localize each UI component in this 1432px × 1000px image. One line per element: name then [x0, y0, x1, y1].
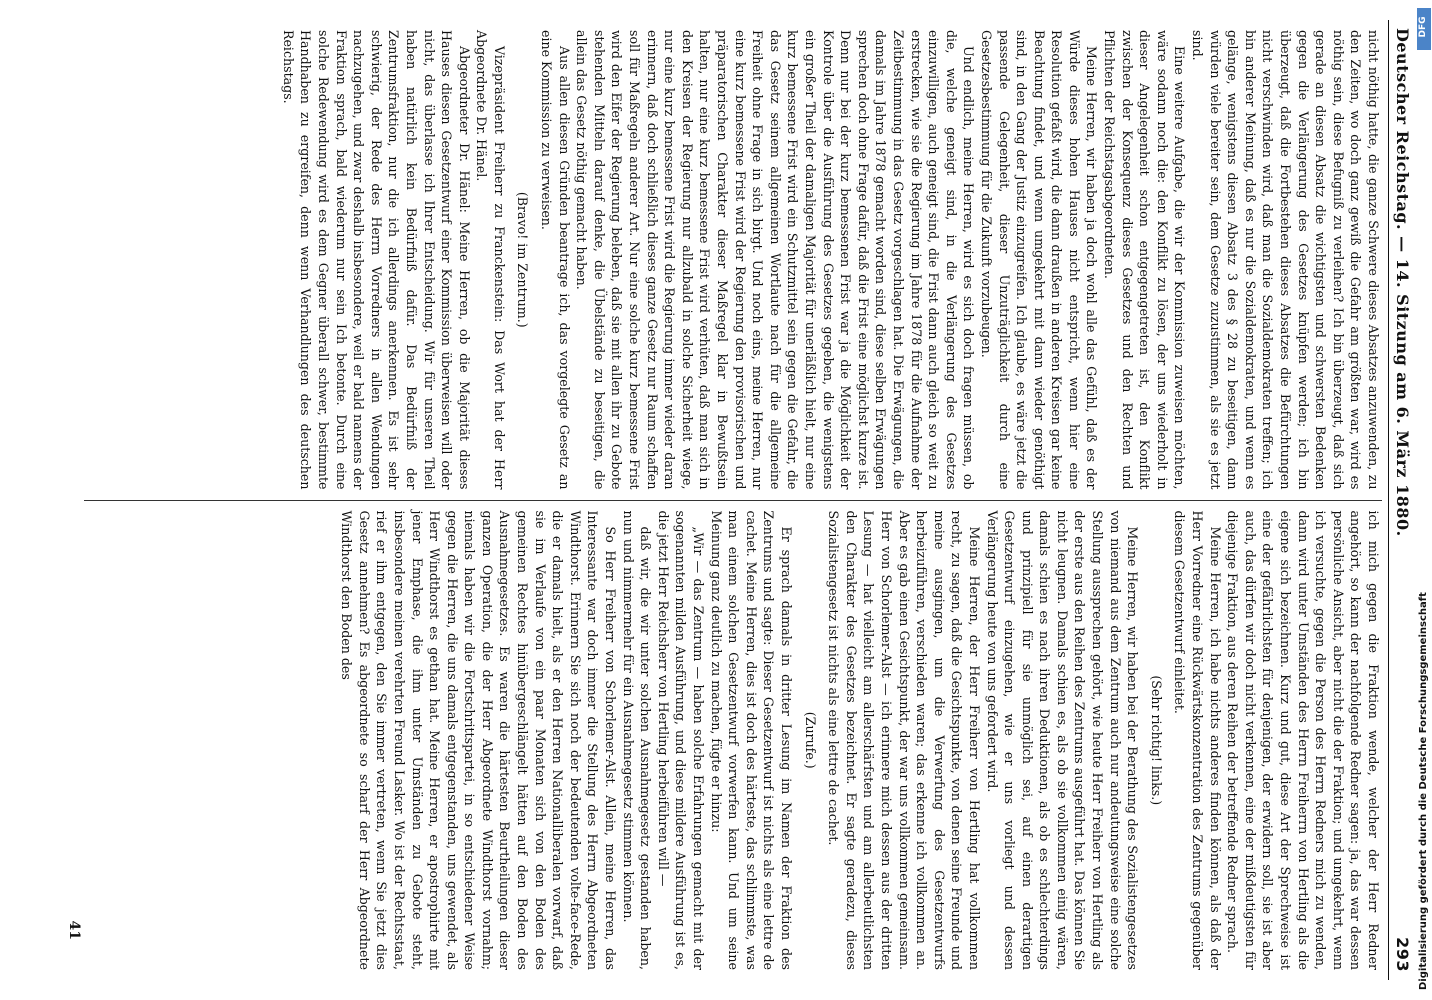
paragraph: Vizepräsident Freiherr zu Franckenstein: Das Wort hat der Herr Abgeordnete Dr. Hänel.: [474, 30, 507, 490]
paragraph: Aus allen diesen Gründen beantrage ich, das vorgelegte Gesetz an eine Kommission zu verweisen.: [539, 30, 572, 490]
paragraph: ich mich gegen die Fraktion wende, welcher der Herr Redner angehört, so kann der nachfolgende Redner sagen: ja, das war dessen persönliche Ansicht, aber nicht die der Fraktion; und umgekehrt, wenn ich versuchte, gegen die Person des Herrn Redners mich zu wenden, dann wird unter Umständen des Herrn Freiherrn von Hertling als die eigene sich bezeichnen. Kurz und gut, diese Art der Sprechweise ist eine der gefährlichsten für denjenigen, der erwidern soll, sie ist aber auch, das dürfen wir doch nicht verkennen, eine der mißdeutigsten für diejenige Fraktion, aus deren Reihen der betreffende Redner sprach.: [1225, 510, 1381, 970]
header-title: Deutscher Reichstag. — 14. Sitzung am 6. März 1880.: [1393, 28, 1412, 537]
text-columns: [84, 20, 1382, 980]
paragraph: (Bravo! im Zentrum.): [515, 191, 531, 328]
paragraph: Meine Herren, der Herr Freiherr von Hertling hat vollkommen recht, zu sagen, daß die Gesichtspunkte, von denen seine Freunde und meine ausgingen, um die Verwerfung des Gesetzentwurfs herbeizuführen, verschieden waren; das erkenne ich vollkommen an. Aber es gab einen Gesichtspunkt, der war uns vollkommen gemeinsam. Herr von Schorlemer-Alst — ich erinnere mich dessen aus der dritten Lesung — hat vielleicht am allerschärfsten und am allerbeutlichsten den Charakter des Gesetzes bezeichnet. Er sagte geradezu, dieses Sozialistengesetz ist nichts als eine lettre de cachet.: [826, 510, 982, 970]
paragraph: So Herr Freiherr von Schorlemer-Alst. Allein, meine Herren, das Interessante war doch immer die Stellung des Herrn Abgeordneten Windthorst. Erinnern Sie sich noch der bedeutenden volte-face-Rede, die er damals hielt, als er den Herren Nationalliberalen vorwarf, daß sie im Verlaufe von ein paar Monaten sich von den Boden des gemeinen Rechtes hinübergeschlängelt hätten auf den Boden des Ausnahmegesetzes. Es waren die härtesten Beurtheilungen dieser ganzen Operation, die der Herr Abgeordnete Windthorst vornahm; niemals haben wir die Fortschrittspartei, in so entschiedener Weise gegen die Herren, die uns damals entgegenstanden, uns gewendet, als Herr Windthorst es gethan hat. Meine Herren, er apostrophirte mit jener Emphase, die ihm unter Umständen zu Gebote steht, insbesondere meinen verehrten Freund Lasker. Wo ist der Rechtsstaat, rief er ihm entgegen, den Sie immer vertreten, wenn Sie jetzt dies Gesetz annehmen? Es abgeordnete so scharf der Herr Abgeordnete Windthorst den Boden des: [339, 510, 619, 970]
paragraph: Meine Herren, wir haben bei der Berathung des Sozialistengesetzes von niemand aus dem Zentrum auch nur andeutungsweise eine solche Stellung aussprechen gehört, wie heute Herr Freiherr von Hertling als der erste aus den Reihen des Zentrums ausgeführt hat. Das können Sie nicht leugnen. Damals schien es, als ob sie vollkommen einig wären, damals schien es nach ihren Deduktionen, als ob es schlechterdings und prinzipiell für sie unmöglich sei, auf einen derartigen Gesetzentwurf einzugehen, wie er uns vorliegt und dessen Verlängerung heute von uns gefordert wird.: [984, 510, 1141, 970]
paragraph: daß wir, die wir unter solchen Ausnahmegesetz gestanden haben, nun und nimmermehr für ein Ausnahmegesetz stimmen können.: [620, 510, 654, 970]
paragraph: nicht nöthig hatte, die ganze Schwere dieses Absatzes anzuwenden, zu den Zeiten, wo doch ganz gewiß die Gefahr am größten war, wird es nöthig sein, diese Befugniß zu verleihen? Ich bin überzeugt, daß sich gerade an diesen Absatz die wichtigsten und schwersten Bedenken gegen die Verlängerung des Gesetzes knüpfen werden; ich bin überzeugt, daß die Fortbestehen dieses Absatzes die Befürchtungen nicht verschwinden wird, daß man die Sozialdemokraten treffen; ich bin anderer Meinung, daß es nur die Sozialdemokraten, und wenn es gelänge, wenigstens diesen Absatz 3 des § 28 zu beseitigen, dann würden viele bereiter sein, dem Gesetze zuzustimmen, als sie es jetzt sind.: [1190, 30, 1381, 490]
paragraph: Meine Herren, wir haben ja doch wohl alle das Gefühl, daß es der Würde dieses hohen Hauses nicht entspricht, wenn hier eine Resolution gefaßt wird, die dann draußen in anderen Kreisen gar keine Beachtung findet, und wenn umgekehrt mit dann wieder genöthigt sind, in den Gang der Justiz einzugreifen. Ich glaube, es wäre jetzt die passende Gelegenheit, dieser Unzuträglichkeit durch eine Gesetzesbestimmung für die Zukunft vorzubeugen.: [978, 30, 1100, 490]
right-column: [84, 500, 1382, 981]
paragraph: Eine weitere Aufgabe, die wir der Kommission zuweisen möchten, wäre sodann noch die: den Konflikt zu lösen, der uns wiederholt in dieser Angelegenheit schon entgegengetreten ist, den Konflikt zwischen der Konsequenz dieses Gesetzes und den Rechten und Pflichten der Reichstagsabgeordneten.: [1102, 30, 1188, 490]
paragraph: Und endlich, meine Herren, wird es sich doch fragen müssen, ob die, welche geneigt sind, in die Verlängerung des Gesetzes einzuwilligen, auch geneigt sind, die Frist dann auch gleich so weit zu erstrecken, wie sie die Regierung im Jahre 1878 für die Aufnahme der Zeitbestimmung in das Gesetz vorgeschlagen hat. Die Erwägungen, die damals im Jahre 1878 gemacht worden sind, diese selben Erwägungen sprechen doch ohne Frage dafür, daß die Frist eine möglichst kurze ist. Denn nur bei der kurz bemessenen Frist war ja die Möglichkeit der Kontrole über die Ausführung des Gesetzes gegeben, die wenigstens ein großer Theil der damaligen Majorität für unerläßlich hielt, nur eine kurz bemessene Frist wird ein Schutzmittel sein gegen die Gefahr, die das Gesetz seinem allgemeinen Wortlaute nach für die allgemeine Freiheit ohne Frage in sich birgt. Und noch eins, meine Herren, nur eine kurz bemessene Frist wird der Regierung den provisorischen und präparatorischen Charakter dieser Maßregel klar in Bewußtsein halten, nur eine kurz bemessene Frist wird verhüten, daß man sich in den Kreisen der Regierung nur allzubald in solche Sicherheit wiege, nur eine kurz bemessene Frist wird die Regierung immer wieder daran erinnern, daß doch schließlich dieses ganze Gesetz nur Raum schaffen soll für Maßregeln anderer Art. Nur eine solche kurz bemessene Frist wird den Eifer der Regierung beleben, daß sie mit allen ihr zu Gebote stehenden Mitteln darauf denke, die Übelstände zu beseitigen, die allein das Gesetz nöthig gemacht haben.: [574, 30, 977, 490]
paragraph: Er sprach damals in dritter Lesung im Namen der Fraktion des Zentrums und sagte: Dieser Gesetzentwurf ist nichts als eine lettre de cachet. Meine Herren, dies ist doch des härteste, das schlimmste, was man einem solchen Gesetzentwurf vorwerfen kann. Und um seine Meinung ganz deutlich zu machen, fügte er hinzu:: [708, 510, 794, 970]
dfg-logo: DFG: [1417, 8, 1431, 50]
paragraph: (Sehr richtig! links.): [1148, 675, 1164, 806]
left-column: [84, 20, 1382, 500]
document-page: [60, 6, 1420, 994]
funding-note-text: Digitalisierung gefördert durch die Deutsche Forschungsgemeinschaft: [1418, 592, 1429, 990]
running-header: [1388, 20, 1414, 980]
paragraph: Meine Herren, ich habe nichts anderes finden können, als daß der Herr Vorredner eine Rückwärtskonzentration des Zentrums gegenüber diesem Gesetzentwurf einleitet.: [1172, 510, 1223, 970]
paragraph: Abgeordneter Dr. Hänel: Meine Herren, ob die Majorität dieses Hauses diesen Gesetzentwurf einer Kommission überweisen will oder nicht, das überlasse ich Ihrer Entscheidung. Wir für unseren Theil haben natürlich kein Bedürfniß dafür. Das Bedürfniß der Zentrumsfraktion, nur die ich allerdings anerkennen. Es ist sehr schwierig, der Rede des Herrn Vorredners in allen Wendungen nachzugehen, und zwar deshalb insbesondere, weil er bald namens der Fraktion sprach, bald wiederum nur sein Ich betonte. Durch eine solche Redewendung wird es dem Gegner überall schwer, bestimmte Handhaben zu ergreifen, denn wenn Verhandlungen des deutschen Reichstags.: [280, 30, 472, 490]
signature-mark: 41: [66, 920, 82, 940]
paragraph: „Wir — das Zentrum — haben solche Erfahrungen gemacht mit der sogenannten milden Ausführung, und diese mildere Ausführung ist es, die jetzt Herr Reichsherr von Hertling herbeiführen will —: [655, 510, 707, 970]
funding-note: [1418, 330, 1432, 990]
paragraph: (Zurufe.): [802, 711, 818, 769]
page-number: 293: [1393, 937, 1412, 972]
